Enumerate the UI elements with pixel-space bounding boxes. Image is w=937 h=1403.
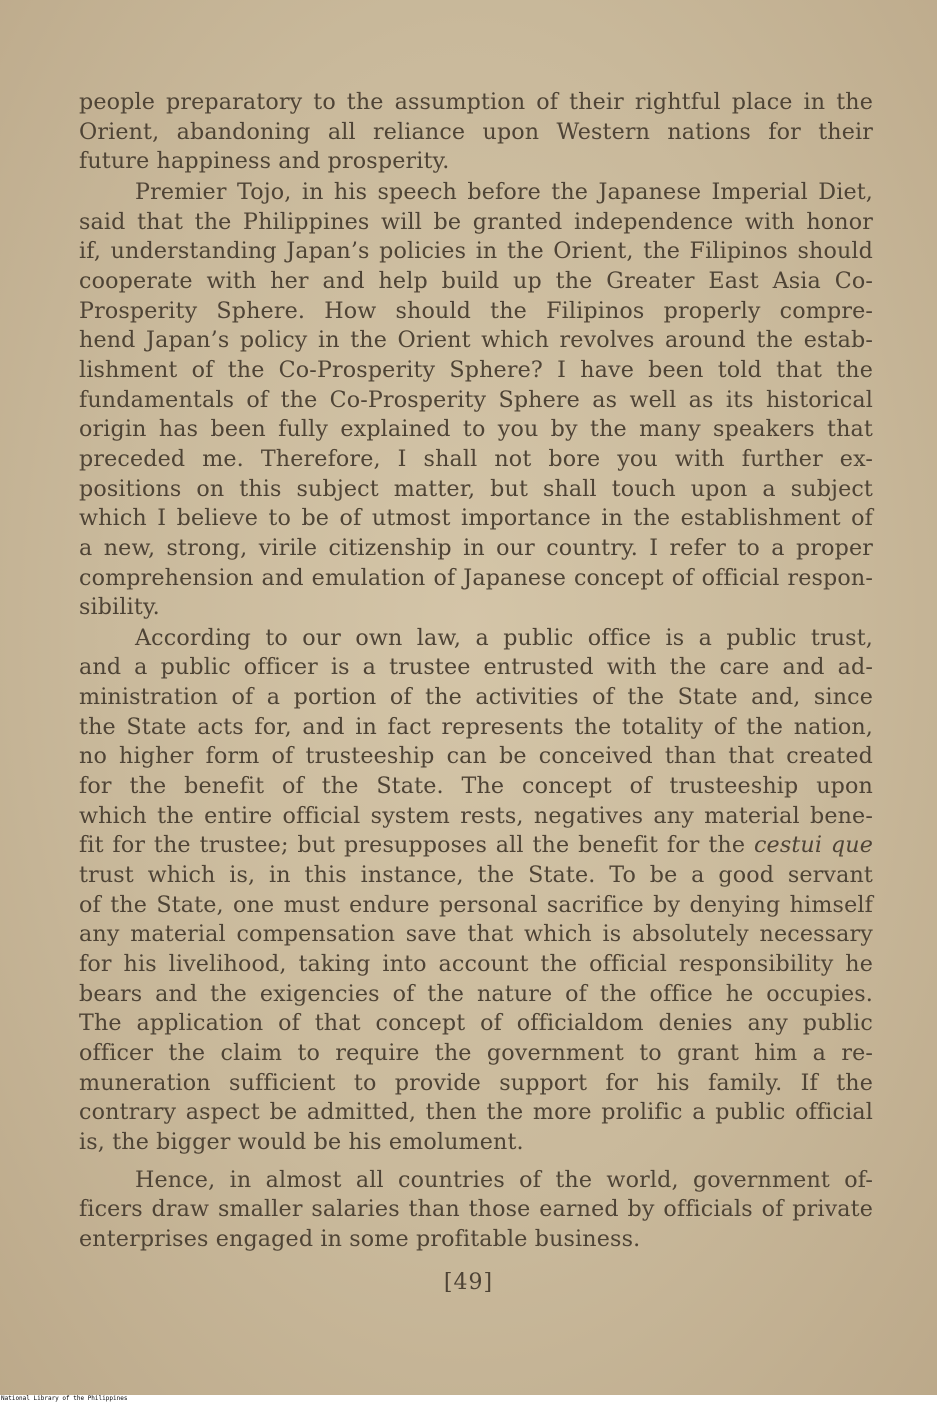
text-line: cooperate with her and help build up the Greater East Asia Co- — [79, 267, 873, 294]
text-line: ministration of a portion of the activities of the State and, since — [79, 684, 873, 711]
page-number: [49] — [443, 1270, 494, 1295]
text-line: Orient, abandoning all reliance upon Western nations for their — [79, 118, 873, 145]
text-line: trust which is, in this instance, the State. To be a good servant — [79, 862, 873, 889]
text-line: of the State, one must endure personal sacrifice by denying himself — [79, 891, 873, 918]
paragraph-3 — [79, 624, 873, 1158]
text-line: origin has been fully explained to you by the many speakers that — [79, 416, 873, 443]
text-line: The application of that concept of officialdom denies any public — [79, 1010, 873, 1037]
text-line: and a public officer is a trustee entrusted with the care and ad- — [79, 654, 873, 681]
text-line: contrary aspect be admitted, then the more prolific a public official — [79, 1099, 873, 1126]
text-line: which I believe to be of utmost importance in the establishment of — [79, 505, 873, 532]
italic-phrase: cestui que — [753, 832, 873, 859]
text-segment: fit for the trustee; but presupposes all the benefit for the — [79, 832, 754, 859]
text-line-with-italic — [79, 831, 873, 861]
paragraph-2 — [79, 178, 873, 623]
text-line: sibility. — [79, 594, 160, 621]
text-line: no higher form of trusteeship can be conceived than that created — [79, 743, 873, 770]
text-line: Premier Tojo, in his speech before the Japanese Imperial Diet, — [135, 178, 873, 205]
text-line: ficers draw smaller salaries than those earned by officials of private — [79, 1196, 873, 1223]
text-line: which the entire official system rests, negatives any material bene- — [79, 802, 873, 829]
text-line: is, the bigger would be his emolument. — [79, 1128, 524, 1155]
text-line: Prosperity Sphere. How should the Filipinos properly compre- — [79, 297, 873, 324]
text-line: for his livelihood, taking into account the official responsibility he — [79, 951, 873, 978]
text-line: any material compensation save that which is absolutely necessary — [79, 921, 873, 948]
text-line: said that the Philippines will be granted independence with honor — [79, 208, 873, 235]
text-line: people preparatory to the assumption of their rightful place in the — [79, 89, 873, 115]
text-line: a new, strong, virile citizenship in our country. I refer to a proper — [79, 534, 873, 561]
paragraph-1 — [79, 88, 873, 177]
text-line: future happiness and prosperity. — [79, 148, 450, 175]
text-line: According to our own law, a public office is a public trust, — [135, 624, 873, 651]
text-line: officer the claim to require the government to grant him a re- — [79, 1040, 873, 1066]
text-line: if, understanding Japan’s policies in the Orient, the Filipinos should — [79, 238, 873, 265]
footer-credit: National Library of the Philippines — [1, 1395, 128, 1402]
footer-strip — [0, 1395, 937, 1403]
paragraph-4 — [79, 1166, 873, 1255]
text-line: fundamentals of the Co-Prosperity Sphere as well as its historical — [79, 386, 873, 413]
text-line: lishment of the Co-Prosperity Sphere? I have been told that the — [79, 356, 873, 383]
text-line: hend Japan’s policy in the Orient which revolves around the estab- — [79, 327, 873, 354]
text-line: muneration sufficient to provide support for his family. If the — [79, 1069, 873, 1096]
text-line: bears and the exigencies of the nature of the office he occupies. — [79, 980, 873, 1007]
text-line: positions on this subject matter, but shall touch upon a subject — [79, 475, 873, 502]
text-line: enterprises engaged in some profitable business. — [79, 1225, 641, 1252]
text-line: for the benefit of the State. The concept of trusteeship upon — [79, 773, 873, 800]
text-line: the State acts for, and in fact represents the totality of the nation, — [79, 713, 873, 740]
body-text — [79, 88, 873, 1255]
text-line: Hence, in almost all countries of the world, government of- — [135, 1166, 873, 1193]
text-line: comprehension and emulation of Japanese concept of official respon- — [79, 564, 873, 591]
text-line: preceded me. Therefore, I shall not bore you with further ex- — [79, 445, 873, 472]
